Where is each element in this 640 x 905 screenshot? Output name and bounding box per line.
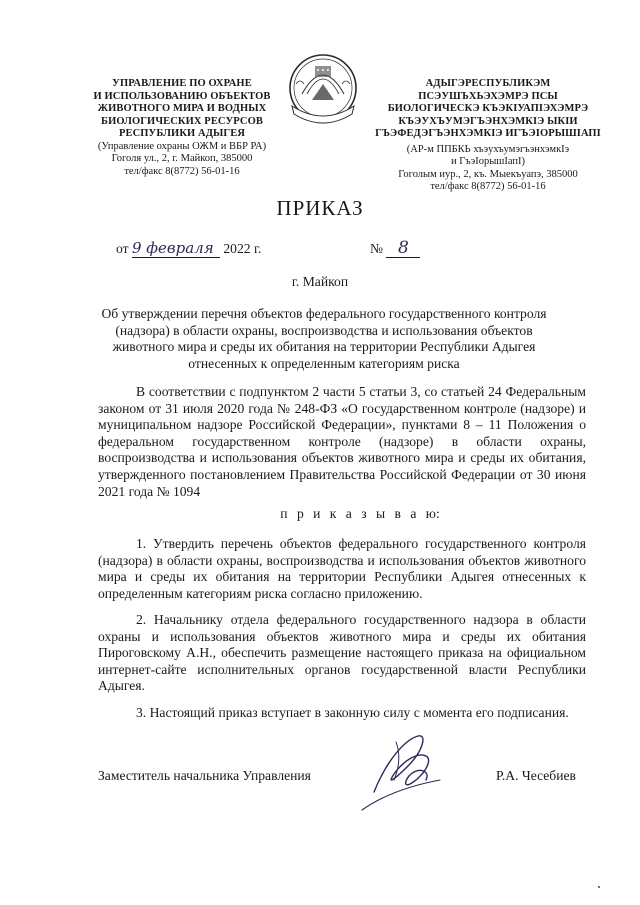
- emblem-icon: [282, 48, 364, 132]
- left-header-address: Гоголя ул., 2, г. Майкоп, 385000: [111, 153, 253, 164]
- signature-icon: [356, 722, 452, 814]
- left-header: [82, 78, 282, 178]
- number-handwritten: 8: [386, 240, 420, 258]
- subject-line: животного мира и среды их обитания на территории Республики Адыгея: [112, 339, 536, 355]
- order-word: п р и к а з ы в а ю:: [280, 506, 440, 521]
- right-header-line: ГЪЭФЕДЭГЪЭНХЭМКIЭ ИГЪЭIОРЫШIАПI: [375, 128, 601, 139]
- left-header-phone: тел/факс 8(8772) 56-01-16: [124, 165, 240, 177]
- subject-line: отнесенных к определенным категориям риска: [188, 355, 460, 371]
- document-title: ПРИКАЗ: [276, 196, 364, 220]
- preamble: В соответствии с подпунктом 2 части 5 статьи 3, со статьей 24 Федеральным законом от 31 июля 2020 года № 248-ФЗ «О государственном контроле (надзоре) и муниципальном надзоре Российской Федерации», пунктами 8 – 11 Положения о федеральном государственном контроле (надзоре) в области охраны, воспроизводства и использования объектов животного мира и среды их обитания, утвержденного постановлением Правительства Российской Федерации от 30 июня 2021 года № 1094: [98, 384, 586, 499]
- order-item-2: 2. Начальнику отдела федерального государственного надзора в области охраны и использования объектов животного мира и среды их обитания Пироговскому А.Н., обеспечить размещение настоящего приказа на официальном интернет-сайте исполнительных органов государственной власти Республики Адыгея.: [98, 612, 586, 694]
- left-header-line: БИОЛОГИЧЕСКИХ РЕСУРСОВ: [101, 115, 263, 127]
- date-suffix: 2022 г.: [223, 241, 262, 256]
- subject: [96, 306, 552, 372]
- right-header-line: ПСЭУШЪХЬЭХЭМРЭ ПСЫ: [418, 90, 558, 102]
- right-header-address: Гоголым иур., 2, къ. Мыекъуапэ, 385000: [398, 168, 578, 180]
- signature: [356, 722, 452, 814]
- date-prefix: от: [116, 241, 129, 256]
- right-header-abbrev: (АР-м ППБКЬ хъэухъумэгъэнхэмкIэ: [406, 143, 570, 155]
- subject-line: Об утверждении перечня объектов федерального государственного контроля: [101, 306, 547, 321]
- page-mark: [598, 886, 600, 888]
- order-item-3: 3. Настоящий приказ вступает в законную силу с момента его подписания.: [136, 705, 569, 720]
- left-header-line: ЖИВОТНОГО МИРА И ВОДНЫХ: [97, 103, 267, 114]
- emblem-seal: [282, 48, 364, 132]
- right-header-phone: тел/факс 8(8772) 56-01-16: [430, 181, 546, 192]
- signer-position: Заместитель начальника Управления: [98, 768, 311, 783]
- right-header-line: КЪЭУХЪУМЭГЪЭНХЭМКIЭ ЫКIИ: [398, 115, 578, 127]
- number-prefix: №: [370, 241, 383, 256]
- right-header: [370, 78, 606, 194]
- left-header-abbrev: (Управление охраны ОЖМ и ВБР РА): [97, 140, 267, 152]
- left-header-line: УПРАВЛЕНИЕ ПО ОХРАНЕ: [112, 78, 252, 89]
- city: г. Майкоп: [291, 274, 349, 289]
- number-line: [370, 240, 420, 258]
- date-line: [116, 240, 276, 258]
- left-header-line: РЕСПУБЛИКИ АДЫГЕЯ: [118, 128, 246, 139]
- subject-line: (надзора) в области охраны, воспроизводства и использования объектов: [115, 322, 533, 338]
- right-header-abbrev-2: и ГъэIорышIапI): [450, 156, 526, 167]
- right-header-line: АДЫГЭРЕСПУБЛИКЭМ: [425, 78, 551, 89]
- order-item-1: 1. Утвердить перечень объектов федерального государственного контроля (надзора) в области охраны, воспроизводства и использования объектов животного мира и среды их обитания на территории Республики Адыгея отнесенных к определенным категориям риска согласно приложению.: [98, 536, 586, 601]
- date-handwritten: 9 февраля: [132, 240, 220, 258]
- signer-name: Р.А. Чесебиев: [496, 768, 576, 783]
- left-header-line: И ИСПОЛЬЗОВАНИЮ ОБЪЕКТОВ: [93, 90, 271, 102]
- right-header-line: БИОЛОГИЧЕСКЭ КЪЭКIУАПIЭХЭМРЭ: [387, 103, 589, 114]
